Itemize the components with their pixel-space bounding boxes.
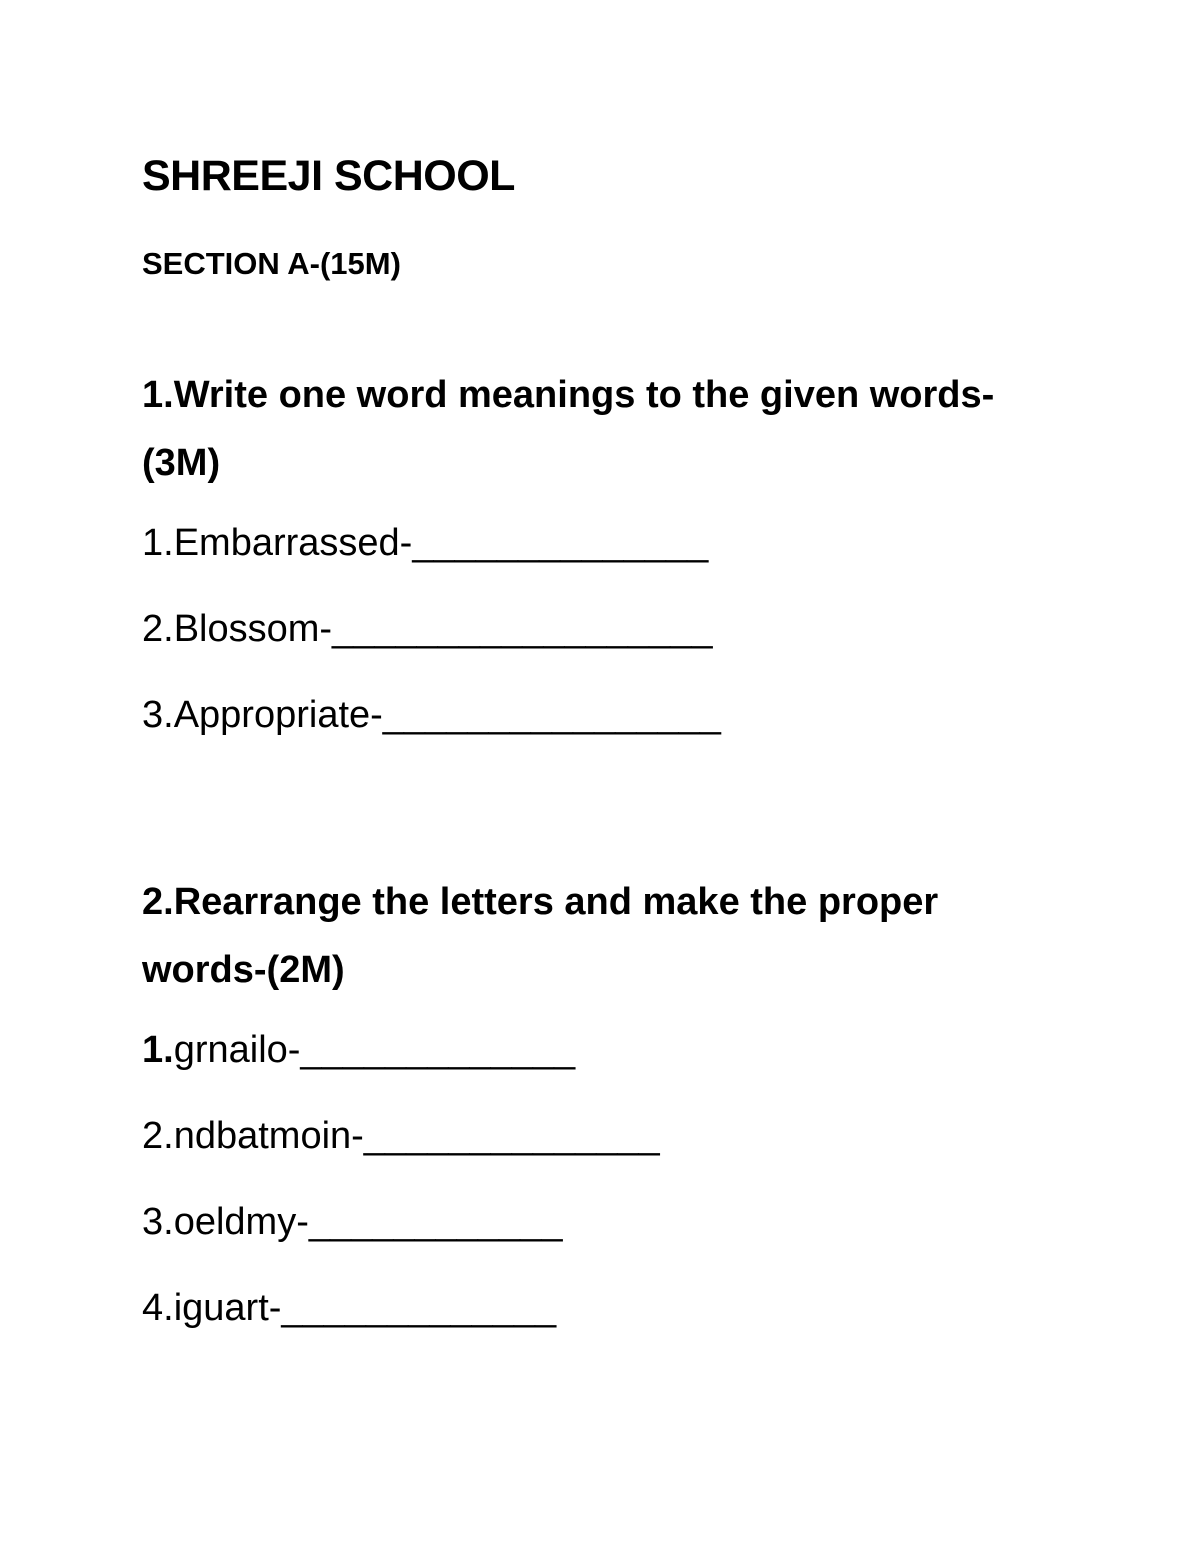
question-1-prompt: 1.Write one word meanings to the given words-(3M) [142, 374, 995, 484]
question-2-item-4: 4.iguart-_____________ [142, 1287, 557, 1329]
question-1-item-1: 1.Embarrassed-______________ [142, 522, 709, 564]
question-2-item-2: 2.ndbatmoin-______________ [142, 1115, 660, 1157]
question-2-item-1-number: 1. [142, 1029, 174, 1071]
question-2-prompt: 2.Rearrange the letters and make the proper words-(2M) [142, 881, 939, 991]
school-title: SHREEJI SCHOOL [142, 152, 515, 200]
question-2-item-1-text: grnailo-_____________ [173, 1029, 576, 1071]
question-2-item-3: 3.oeldmy-____________ [142, 1201, 563, 1243]
question-1-item-2: 2.Blossom-__________________ [142, 608, 713, 650]
question-1-item-3: 3.Appropriate-________________ [142, 694, 721, 736]
question-2-item-1 [142, 1029, 575, 1072]
section-title: SECTION A-(15M) [142, 246, 401, 281]
